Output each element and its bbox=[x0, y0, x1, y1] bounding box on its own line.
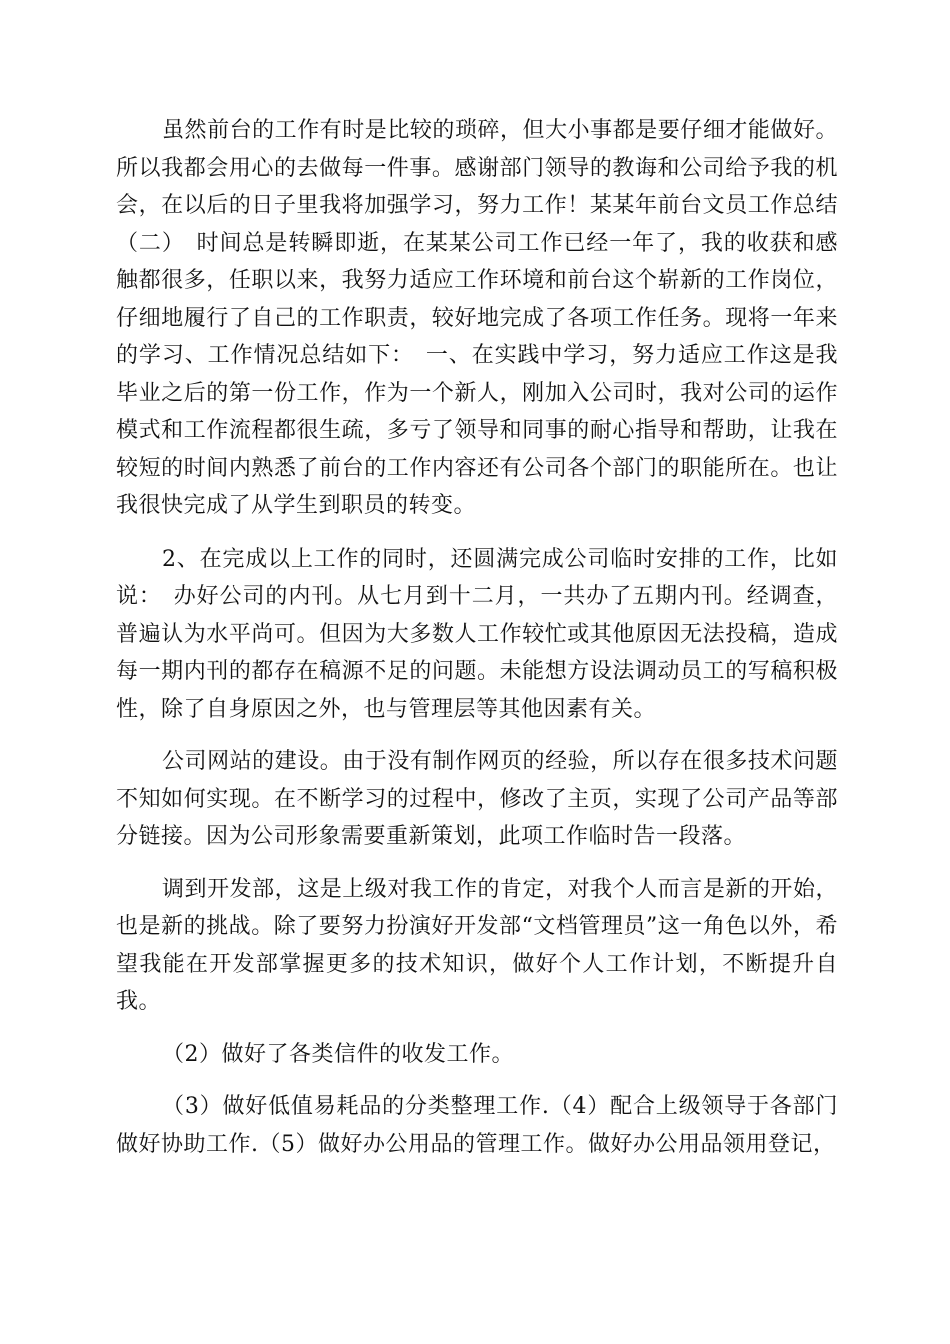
paragraph: 虽然前台的工作有时是比较的琐碎，但大小事都是要仔细才能做好。所以我都会用心的去做每一件事。感谢部门领导的教诲和公司给予我的机会，在以后的日子里我将加强学习，努力工作！某某年前台文员工作总结（二） 时间总是转瞬即逝，在某某公司工作已经一年了，我的收获和感触都很多，任职以来，我努力适应工作环境和前台这个崭新的工作岗位，仔细地履行了自己的工作职责，较好地完成了各项工作任务。现将一年来的学习、工作情况总结如下： 一、在实践中学习，努力适应工作这是我毕业之后的第一份工作，作为一个新人，刚加入公司时，我对公司的运作模式和工作流程都很生疏，多亏了领导和同事的耐心指导和帮助，让我在较短的时间内熟悉了前台的工作内容还有公司各个部门的职能所在。也让我很快完成了从学生到职员的转变。 bbox=[116, 118, 838, 518]
paragraph: （2）做好了各类信件的收发工作。 bbox=[162, 1041, 514, 1067]
paragraph: 2、在完成以上工作的同时，还圆满完成公司临时安排的工作，比如说： 办好公司的内刊。从七月到十二月，一共办了五期内刊。经调查，普遍认为水平尚可。但因为大多数人工作较忙或其他原因无法投稿，造成每一期内刊的都存在稿源不足的问题。未能想方设法调动员工的写稿积极性，除了自身原因之外，也与管理层等其他因素有关。 bbox=[116, 546, 838, 722]
document-body bbox=[116, 112, 838, 1178]
paragraph: 公司网站的建设。由于没有制作网页的经验，所以存在很多技术问题不知如何实现。在不断学习的过程中，修改了主页，实现了公司产品等部分链接。因为公司形象需要重新策划，此项工作临时告一段落。 bbox=[116, 749, 838, 849]
paragraph: 调到开发部，这是上级对我工作的肯定，对我个人而言是新的开始，也是新的挑战。除了要努力扮演好开发部“文档管理员”这一角色以外，希望我能在开发部掌握更多的技术知识，做好个人工作计划，不断提升自我。 bbox=[116, 876, 838, 1014]
paragraph: （3）做好低值易耗品的分类整理工作.（4）配合上级领导于各部门做好协助工作.（5）做好办公用品的管理工作。做好办公用品领用登记， bbox=[116, 1094, 838, 1157]
